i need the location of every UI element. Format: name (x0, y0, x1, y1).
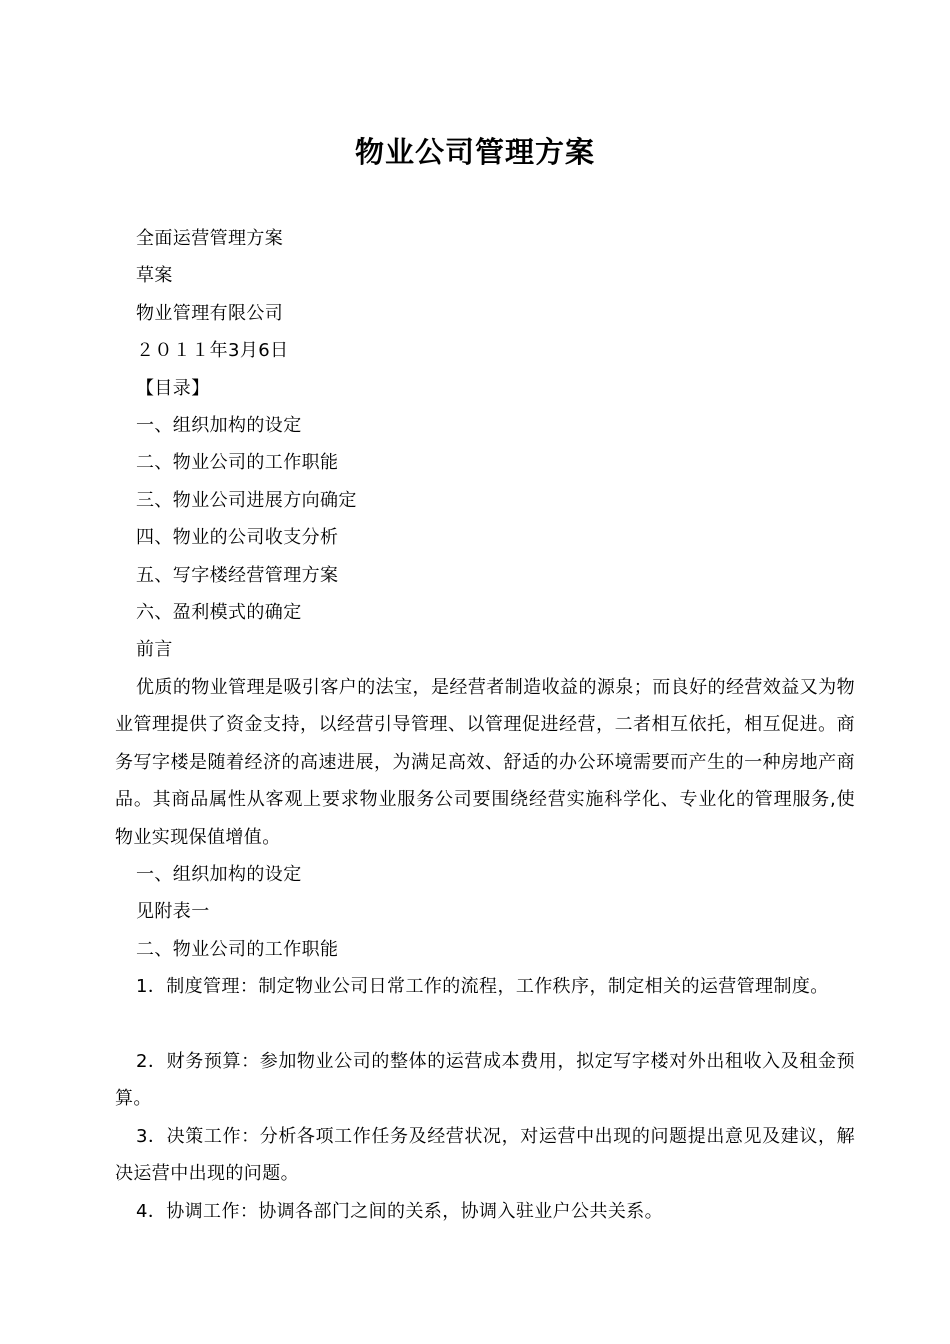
toc-item: 六、盈利模式的确定 (136, 602, 302, 624)
duty-item-1: 1．制度管理：制定物业公司日常工作的流程，工作秩序，制定相关的运营管理制度。 (136, 976, 829, 998)
cover-date: ２０１１年3月6日 (136, 340, 289, 362)
toc-heading: 【目录】 (136, 377, 210, 399)
toc-item: 一、组织加构的设定 (136, 415, 302, 437)
preface-heading: 前言 (136, 639, 173, 661)
preface-paragraph: 优质的物业管理是吸引客户的法宝，是经营者制造收益的源泉；而良好的经营效益又为物业管理提供了资金支持，以经营引导管理、以管理促进经营，二者相互依托，相互促进。商务写字楼是随着经济的高速进展，为满足高效、舒适的办公环境需要而产生的一种房地产商品。其商品属性从客观上要求物业服务公司要围绕经营实施科学化、专业化的管理服务,使物业实现保值增值。 (115, 676, 855, 848)
section-2-heading: 二、物业公司的工作职能 (136, 938, 339, 960)
document-body (115, 220, 855, 1230)
section-1-text: 见附表一 (136, 901, 210, 923)
cover-line-1: 全面运营管理方案 (136, 228, 284, 249)
document-title: 物业公司管理方案 (354, 135, 595, 169)
duty-item-2: 2．财务预算：参加物业公司的整体的运营成本费用，拟定写字楼对外出租收入及租金预算。 (115, 1050, 855, 1110)
toc-item: 四、物业的公司收支分析 (136, 527, 339, 549)
cover-line-2: 草案 (136, 265, 173, 287)
cover-line-3: 物业管理有限公司 (136, 302, 284, 324)
duty-item-3: 3．决策工作：分析各项工作任务及经营状况，对运营中出现的问题提出意见及建议，解决运营中出现的问题。 (115, 1125, 855, 1185)
toc-item: 五、写字楼经营管理方案 (136, 564, 339, 586)
toc-item: 二、物业公司的工作职能 (136, 452, 339, 474)
toc-item: 三、物业公司进展方向确定 (136, 489, 357, 511)
duty-item-4: 4．协调工作：协调各部门之间的关系，协调入驻业户公共关系。 (136, 1200, 664, 1222)
blank-line (115, 1006, 855, 1043)
section-1-heading: 一、组织加构的设定 (136, 863, 302, 885)
